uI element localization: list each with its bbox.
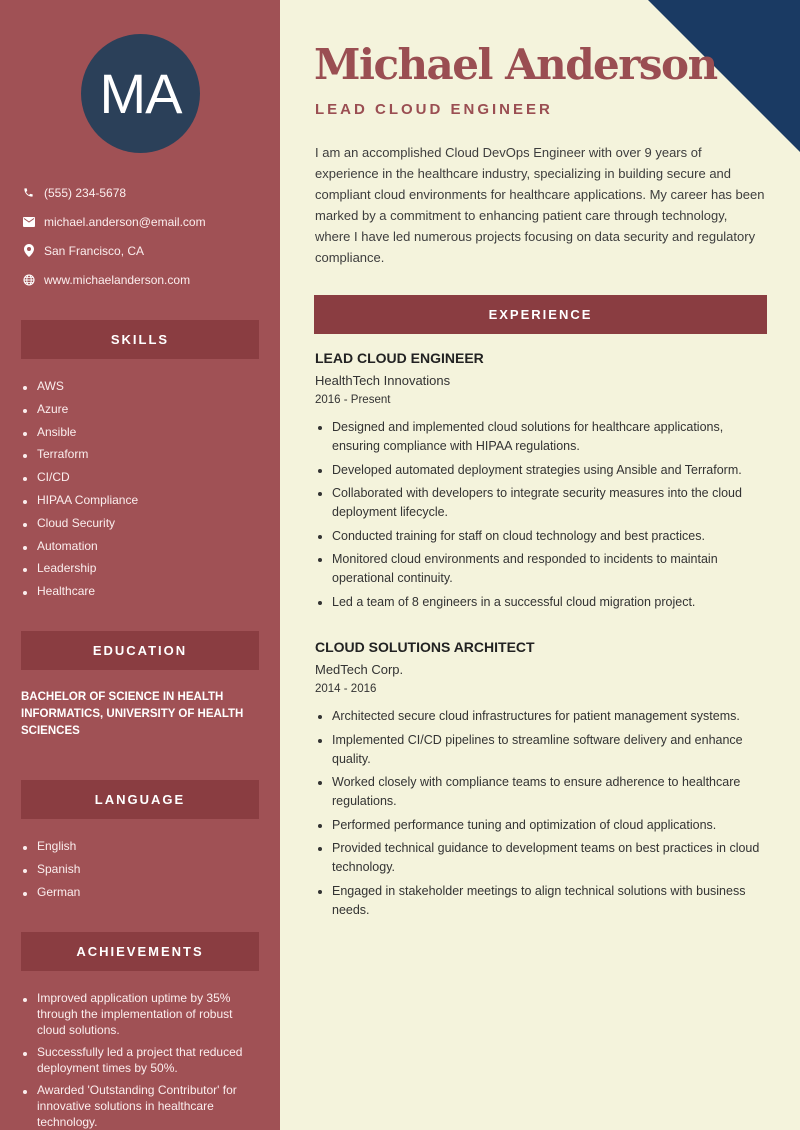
contact-website [22, 265, 206, 294]
achievement-item: Improved application uptime by 35% through the implementation of robust cloud solutions. [22, 990, 252, 1038]
job-title: LEAD CLOUD ENGINEER [315, 350, 484, 366]
education-header: EDUCATION [21, 631, 259, 670]
skill-item: Automation [22, 538, 138, 561]
candidate-title: LEAD CLOUD ENGINEER [315, 101, 553, 118]
globe-icon [22, 273, 35, 286]
job-dates: 2014 - 2016 [315, 683, 377, 695]
avatar-initials: MA [99, 62, 182, 125]
contact-phone [22, 178, 206, 207]
achievements-header: ACHIEVEMENTS [21, 932, 259, 971]
skill-item: Cloud Security [22, 515, 138, 538]
contact-location [22, 236, 206, 265]
achievement-item: Awarded 'Outstanding Contributor' for innovative solutions in healthcare technology. [22, 1082, 252, 1130]
job-bullet: Worked closely with compliance teams to ensure adherence to healthcare regulations. [315, 773, 765, 811]
skills-list [22, 378, 138, 606]
email-icon [22, 215, 35, 228]
job-bullet: Collaborated with developers to integrate security measures into the cloud deployment lifecycle. [315, 484, 765, 522]
website-text[interactable]: www.michaelanderson.com [44, 272, 191, 287]
phone-icon [22, 186, 35, 199]
job-entry [315, 350, 765, 616]
job-company: HealthTech Innovations [315, 373, 451, 388]
achievements-list [22, 990, 252, 1130]
summary: I am an accomplished Cloud DevOps Engineer with over 9 years of experience in the healthcare industry, specializing in building secure and compliant cloud environments for healthcare applications. My career has been marked by a commitment to enhancing patient care through technology, where I have led numerous projects focusing on data security and regulatory compliance. [315, 145, 765, 265]
job-bullet: Engaged in stakeholder meetings to align technical solutions with business needs. [315, 882, 765, 920]
main-content [280, 0, 800, 1130]
job-bullet: Conducted training for staff on cloud technology and best practices. [315, 527, 765, 546]
language-item: Spanish [22, 861, 80, 884]
avatar [81, 34, 200, 153]
skill-item: Azure [22, 401, 138, 424]
job-bullet: Led a team of 8 engineers in a successful cloud migration project. [315, 593, 765, 612]
location-text: San Francisco, CA [44, 243, 145, 258]
job-bullets [315, 707, 765, 920]
language-list [22, 838, 80, 907]
sidebar [0, 0, 280, 1130]
job-bullets [315, 418, 765, 612]
skill-item: Leadership [22, 560, 138, 583]
job-company: MedTech Corp. [315, 662, 404, 677]
job-title: CLOUD SOLUTIONS ARCHITECT [315, 639, 535, 655]
language-item: German [22, 884, 80, 907]
skill-item: Healthcare [22, 583, 138, 606]
job-bullet: Monitored cloud environments and responded to incidents to maintain operational continuity. [315, 550, 765, 588]
language-item: English [22, 838, 80, 861]
skill-item: HIPAA Compliance [22, 492, 138, 515]
skills-header: SKILLS [21, 320, 259, 359]
location-icon [22, 244, 35, 257]
job-entry [315, 639, 765, 924]
skill-item: CI/CD [22, 469, 138, 492]
skill-item: AWS [22, 378, 138, 401]
job-bullet: Provided technical guidance to development teams on best practices in cloud technology. [315, 839, 765, 877]
job-bullet: Architected secure cloud infrastructures for patient management systems. [315, 707, 765, 726]
job-bullet: Implemented CI/CD pipelines to streamline software delivery and enhance quality. [315, 731, 765, 769]
education-entry: BACHELOR OF SCIENCE IN HEALTH INFORMATICS, UNIVERSITY OF HEALTH SCIENCES [21, 691, 244, 737]
contact-list [22, 178, 206, 294]
job-bullet: Performed performance tuning and optimization of cloud applications. [315, 816, 765, 835]
job-bullet: Developed automated deployment strategies using Ansible and Terraform. [315, 461, 765, 480]
candidate-name: Michael Anderson [314, 40, 717, 89]
experience-header: EXPERIENCE [314, 295, 767, 334]
language-header: LANGUAGE [21, 780, 259, 819]
email-text[interactable]: michael.anderson@email.com [44, 214, 206, 229]
skill-item: Ansible [22, 424, 138, 447]
phone-text[interactable]: (555) 234-5678 [44, 185, 127, 200]
skill-item: Terraform [22, 446, 138, 469]
achievement-item: Successfully led a project that reduced deployment times by 50%. [22, 1044, 252, 1076]
job-dates: 2016 - Present [315, 394, 391, 406]
job-bullet: Designed and implemented cloud solutions for healthcare applications, ensuring compliance with HIPAA regulations. [315, 418, 765, 456]
contact-email [22, 207, 206, 236]
